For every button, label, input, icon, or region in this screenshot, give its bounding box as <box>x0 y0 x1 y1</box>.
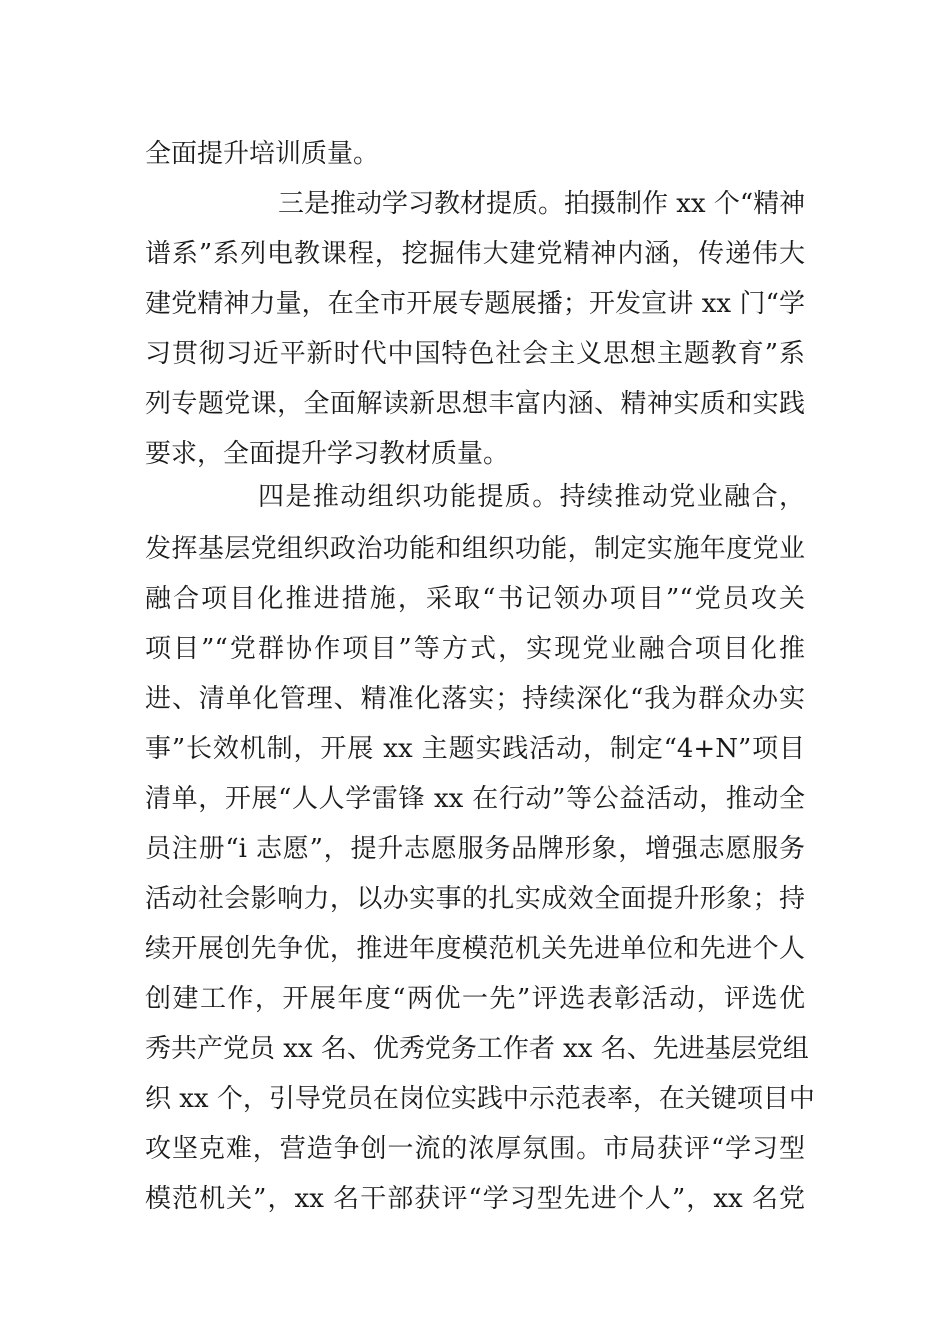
text-line-16: 活动社会影响力，以办实事的扎实成效全面提升形象；持 <box>145 884 805 914</box>
text-line-2: 三是推动学习教材提质。拍摄制作 xx 个“精神 <box>278 189 806 219</box>
text-line-5: 习贯彻习近平新时代中国特色社会主义思想主题教育”系 <box>145 339 805 369</box>
text-line-14: 清单，开展“人人学雷锋 xx 在行动”等公益活动，推动全 <box>145 784 805 814</box>
text-line-12: 进、清单化管理、精准化落实；持续深化“我为群众办实 <box>145 684 805 714</box>
text-line-19: 秀共产党员 xx 名、优秀党务工作者 xx 名、先进基层党组 <box>145 1034 809 1064</box>
text-line-22: 模范机关”，xx 名干部获评“学习型先进个人”，xx 名党 <box>145 1184 805 1214</box>
text-line-6: 列专题党课，全面解读新思想丰富内涵、精神实质和实践 <box>145 389 805 419</box>
text-line-4: 建党精神力量，在全市开展专题展播；开发宣讲 xx 门“学 <box>145 289 805 319</box>
text-line-15: 员注册“i 志愿”，提升志愿服务品牌形象，增强志愿服务 <box>145 834 805 864</box>
text-line-17: 续开展创先争优，推进年度模范机关先进单位和先进个人 <box>145 934 805 964</box>
text-line-1: 全面提升培训质量。 <box>145 139 380 169</box>
text-line-20: 织 xx 个，引导党员在岗位实践中示范表率，在关键项目中 <box>145 1084 815 1114</box>
text-line-13: 事”长效机制，开展 xx 主题实践活动，制定“4+N”项目 <box>145 734 805 764</box>
text-line-10: 融合项目化推进措施，采取“书记领办项目”“党员攻关 <box>145 584 805 614</box>
text-line-9: 发挥基层党组织政治功能和组织功能，制定实施年度党业 <box>145 534 805 564</box>
text-line-11: 项目”“党群协作项目”等方式，实现党业融合项目化推 <box>145 634 805 664</box>
text-line-7: 要求，全面提升学习教材质量。 <box>145 439 510 469</box>
text-line-8: 四是推动组织功能提质。持续推动党业融合， <box>258 482 805 512</box>
text-line-3: 谱系”系列电教课程，挖掘伟大建党精神内涵，传递伟大 <box>145 239 805 269</box>
text-line-21: 攻坚克难，营造争创一流的浓厚氛围。市局获评“学习型 <box>145 1134 805 1164</box>
text-line-18: 创建工作，开展年度“两优一先”评选表彰活动，评选优 <box>145 984 805 1014</box>
